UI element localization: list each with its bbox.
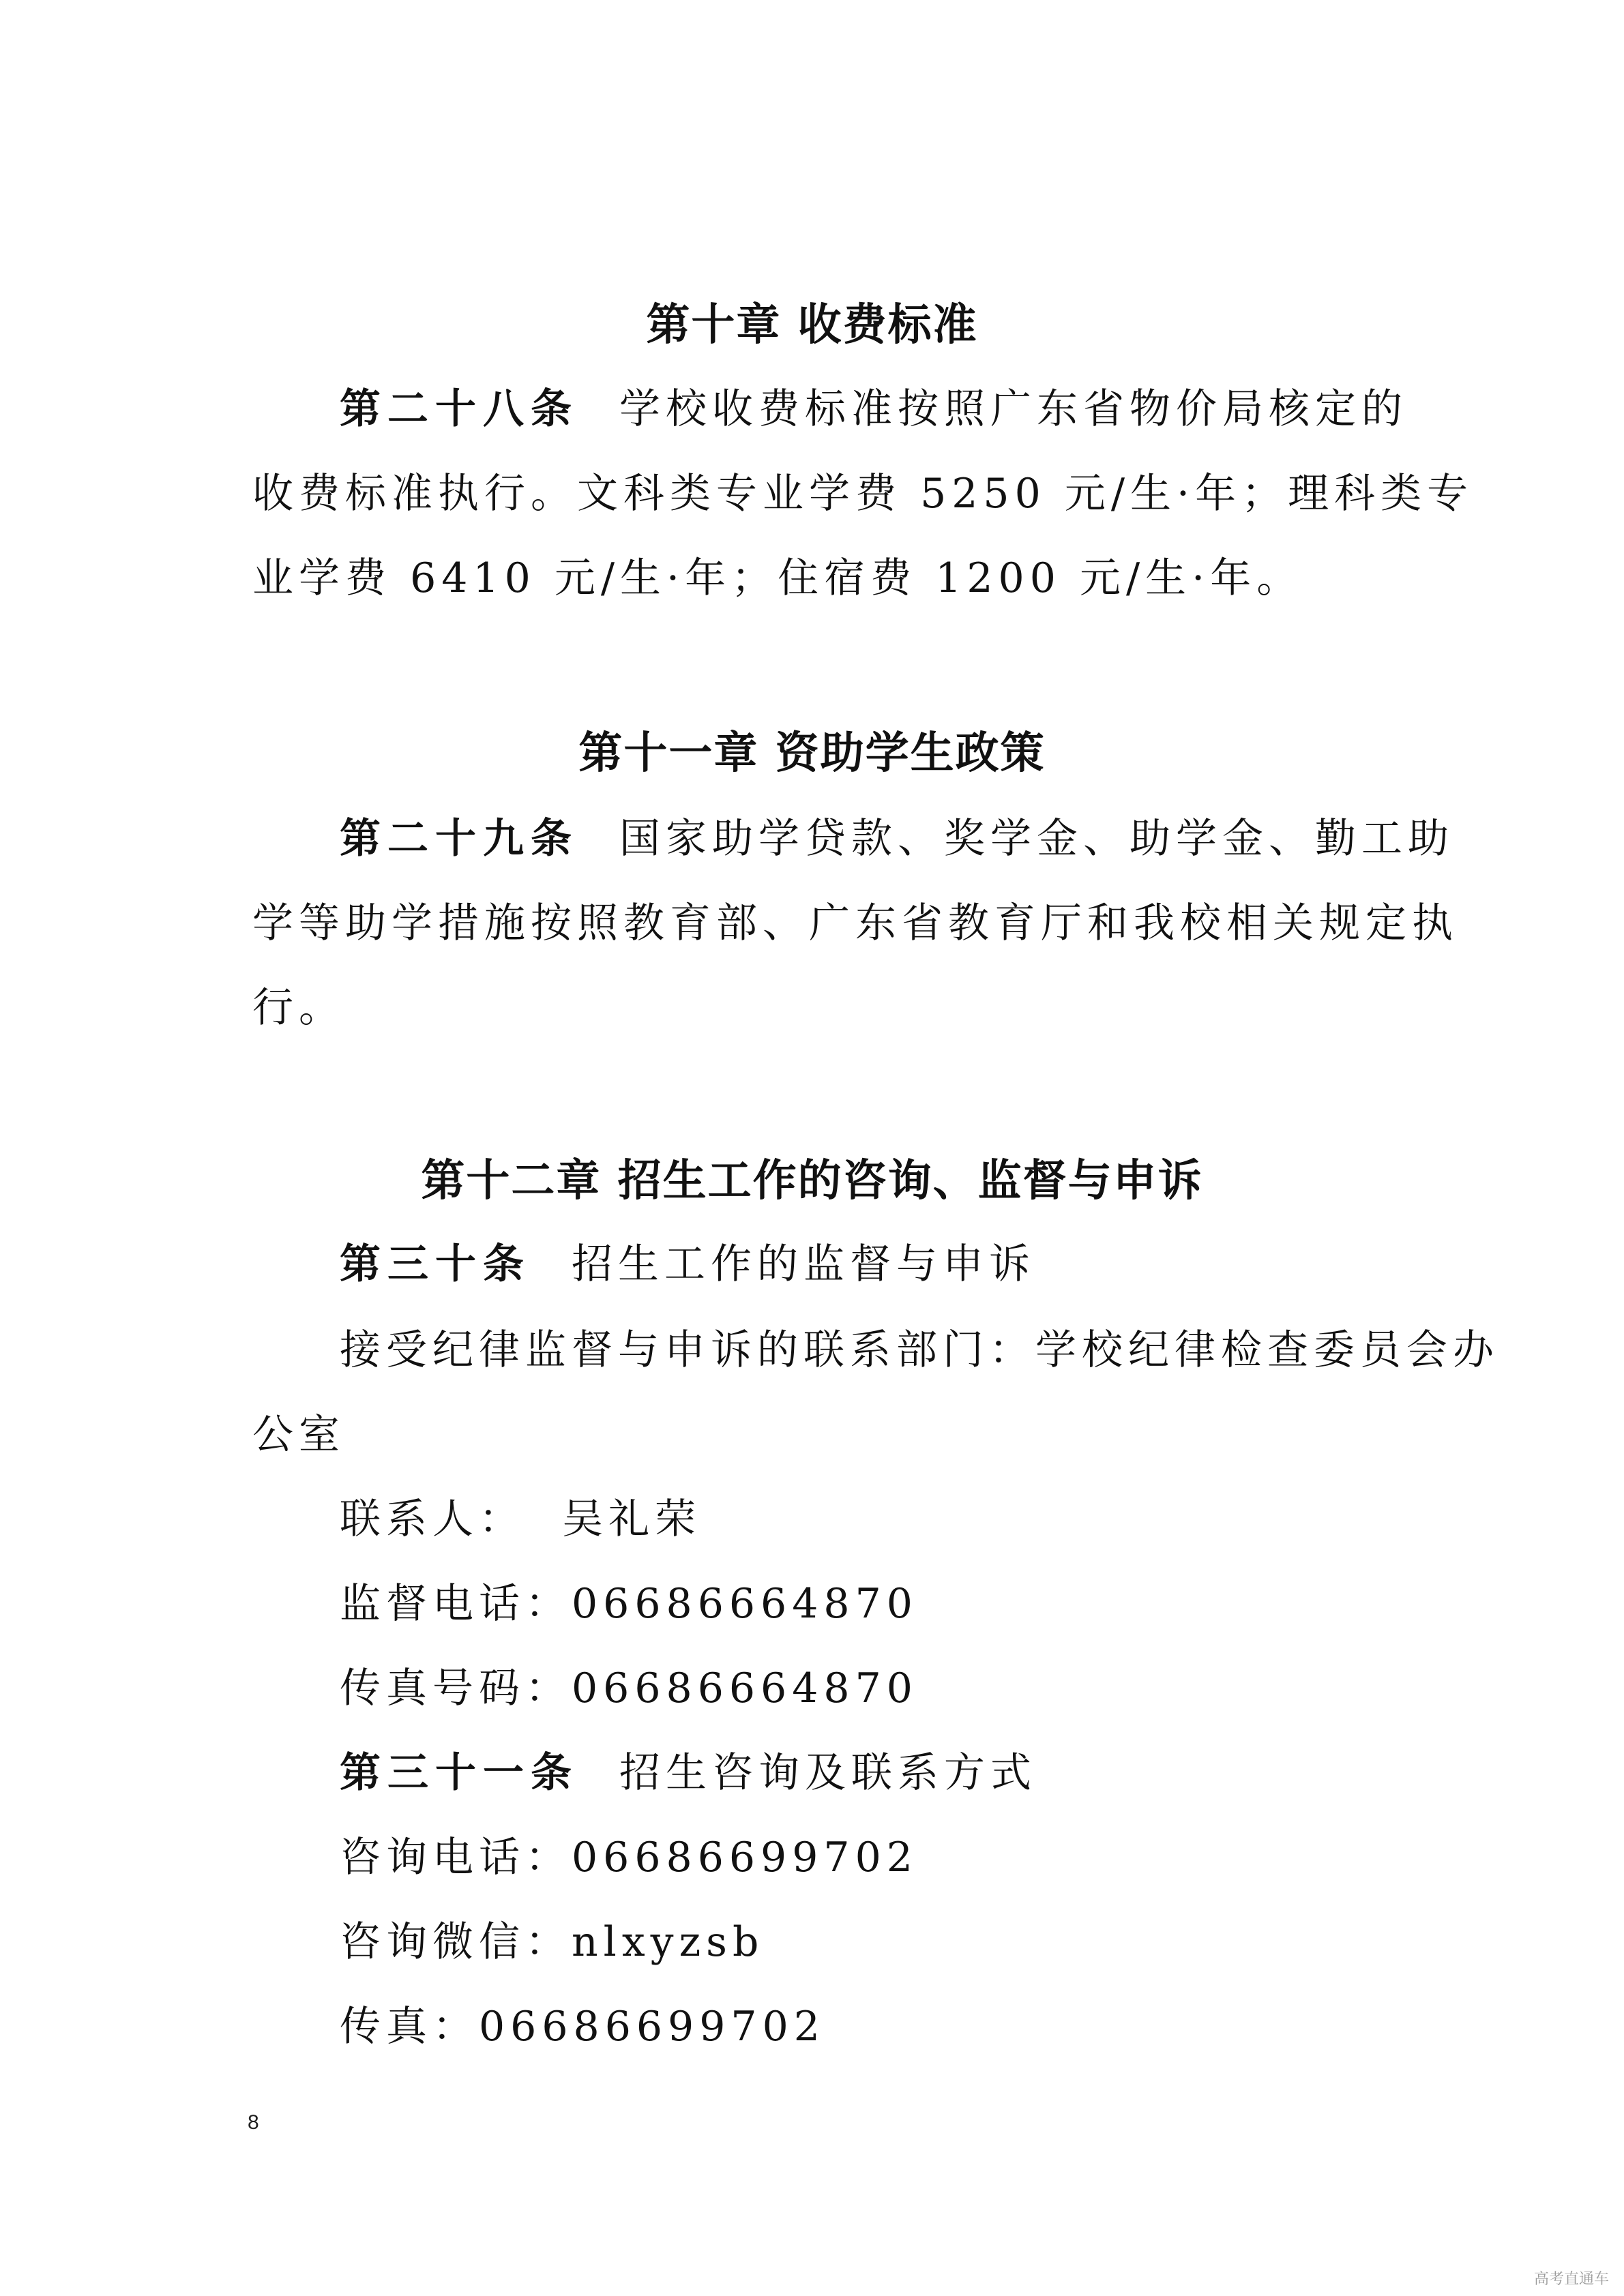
article-30-text: 招生工作的监督与申诉 bbox=[572, 1240, 1035, 1288]
chapter-11-title: 第十一章 资助学生政策 bbox=[578, 728, 1046, 779]
supervision-dept-line-1: 接受纪律监督与申诉的联系部门：学校纪律检查委员会办 bbox=[340, 1326, 1499, 1374]
consult-phone: 咨询电话：06686699702 bbox=[340, 1834, 918, 1881]
page-number: 8 bbox=[248, 2111, 259, 2134]
article-28-text-1: 学校收费标准按照广东省物价局核定的 bbox=[619, 385, 1408, 433]
article-30-label: 第三十条 bbox=[340, 1240, 531, 1288]
supervision-dept-line-2: 公室 bbox=[252, 1411, 345, 1459]
chapter-12-title: 第十二章 招生工作的咨询、监督与申诉 bbox=[421, 1156, 1203, 1206]
watermark: 高考直通车 bbox=[1533, 2271, 1609, 2288]
article-30-line bbox=[340, 1237, 1035, 1292]
consult-fax: 传真：06686699702 bbox=[340, 2003, 825, 2051]
supervision-contact: 联系人： 吴礼荣 bbox=[340, 1495, 702, 1543]
supervision-fax: 传真号码：06686664870 bbox=[340, 1665, 918, 1712]
article-28-line-1 bbox=[340, 382, 1408, 436]
article-28-line-2: 收费标准执行。文科类专业学费 5250 元/生·年；理科类专 bbox=[252, 470, 1474, 518]
article-31-text: 招生咨询及联系方式 bbox=[619, 1749, 1037, 1797]
article-31-line bbox=[340, 1746, 1037, 1800]
article-29-line-3: 行。 bbox=[252, 984, 345, 1032]
article-29-text-1: 国家助学贷款、奖学金、助学金、勤工助 bbox=[619, 815, 1454, 863]
article-29-line-2: 学等助学措施按照教育部、广东省教育厅和我校相关规定执 bbox=[252, 899, 1458, 947]
article-31-label: 第三十一条 bbox=[340, 1749, 578, 1797]
article-28-line-3: 业学费 6410 元/生·年；住宿费 1200 元/生·年。 bbox=[252, 554, 1303, 602]
article-29-line-1 bbox=[340, 811, 1454, 866]
article-28-label: 第二十八条 bbox=[340, 385, 578, 433]
consult-wechat: 咨询微信：nlxyzsb bbox=[340, 1918, 765, 1966]
article-29-label: 第二十九条 bbox=[340, 815, 578, 863]
chapter-10-title: 第十章 收费标准 bbox=[646, 300, 978, 351]
supervision-phone: 监督电话：06686664870 bbox=[340, 1580, 918, 1628]
